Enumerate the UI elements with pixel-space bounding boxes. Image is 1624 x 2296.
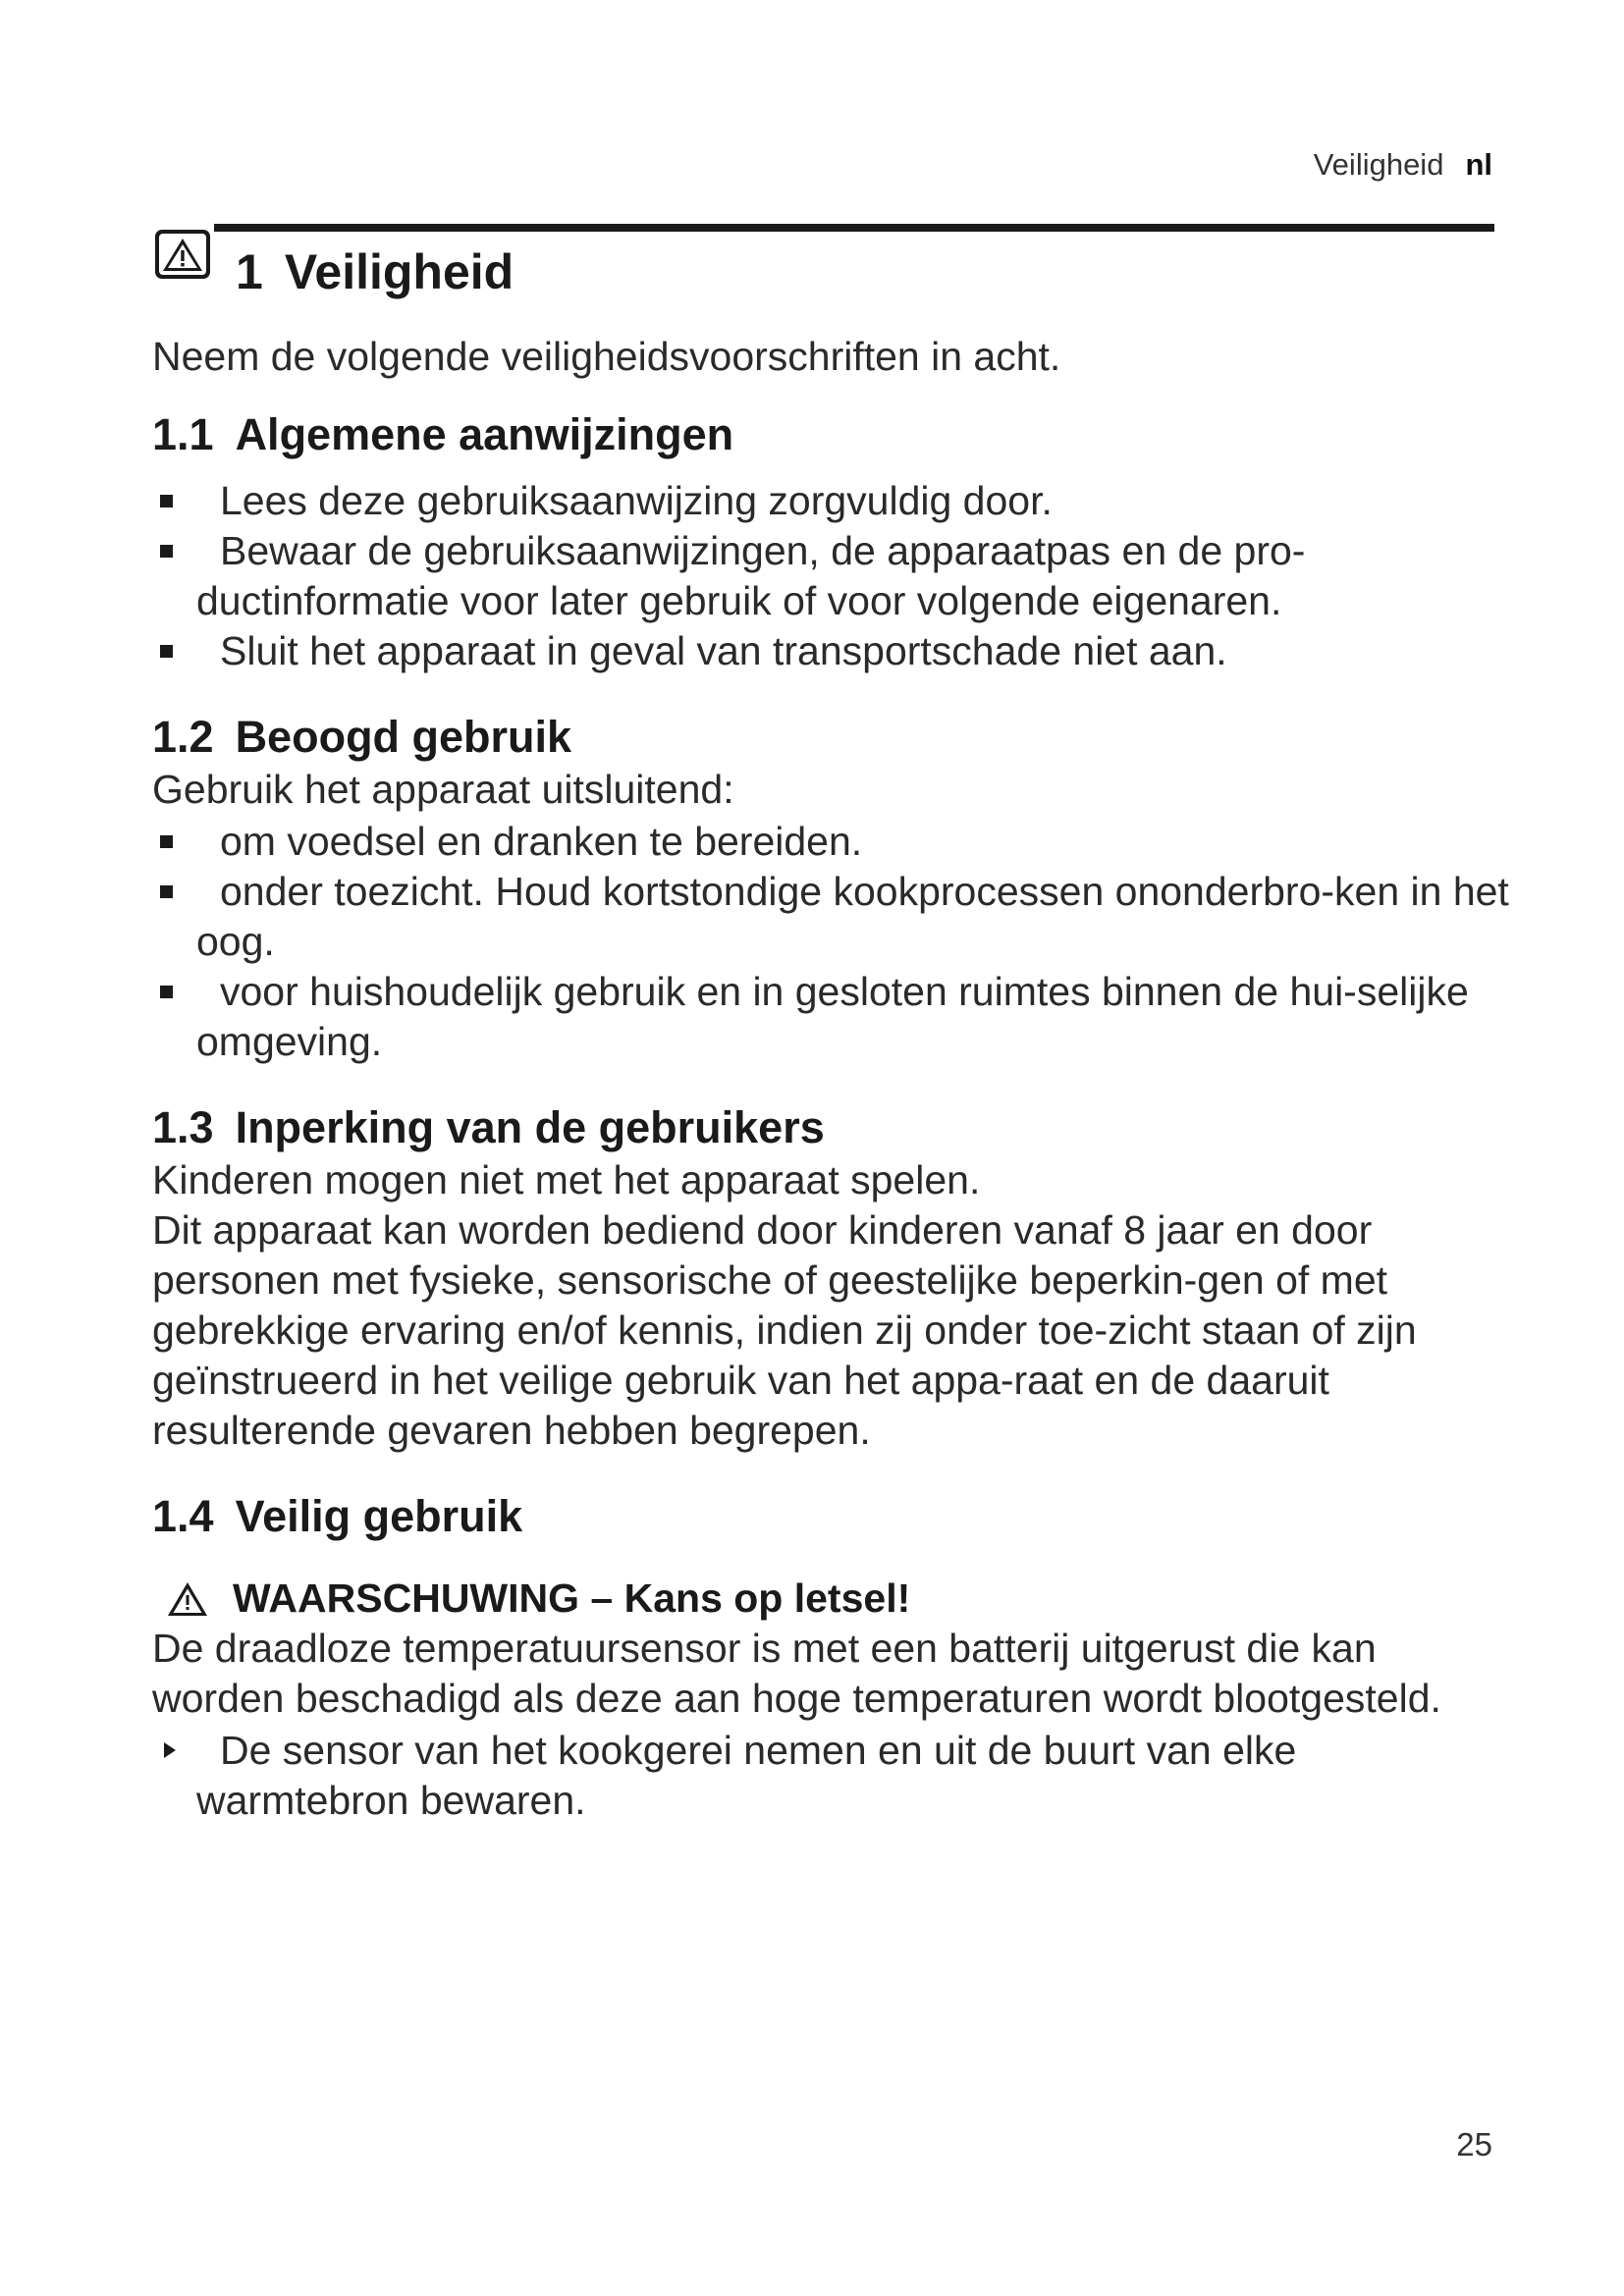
section-heading [152, 1100, 1517, 1155]
list-item-text: onder toezicht. Houd kortstondige kookprocessen ononderbro-ken in het oog. [196, 869, 1509, 964]
step-text: De sensor van het kookgerei nemen en uit de buurt van elke warmtebron bewaren. [196, 1728, 1297, 1823]
list-item-text: voor huishoudelijk gebruik en in gesloten ruimtes binnen de hui-selijke omgeving. [196, 969, 1469, 1064]
section-heading [152, 1489, 1517, 1544]
list-item [152, 817, 1517, 867]
list-item-text: Sluit het apparaat in geval van transportschade niet aan. [220, 628, 1227, 673]
warning-triangle-box-icon [153, 228, 212, 281]
chapter-number: 1 [236, 244, 263, 299]
section-number: 1.4 [152, 1491, 214, 1541]
list-item [152, 867, 1517, 967]
paragraph: Kinderen mogen niet met het apparaat spelen. [152, 1157, 981, 1202]
list-item-text: om voedsel en dranken te bereiden. [220, 819, 863, 864]
section-title: Algemene aanwijzingen [235, 409, 734, 459]
step-list [152, 1726, 1517, 1826]
section-lead: Gebruik het apparaat uitsluitend: [152, 767, 734, 812]
list-item [152, 476, 1517, 526]
list-item [152, 626, 1517, 676]
section-title: Veilig gebruik [235, 1491, 523, 1541]
paragraph: Dit apparaat kan worden bediend door kinderen vanaf 8 jaar en door personen met fysieke, sensorische of geestelijke beperkin-gen of met gebrekkige ervaring en/of kennis, indien zij onder toe-zicht staan of zijn geïnstrueerd in het veilige gebruik van het appa-raat en de daaruit resulterende gevaren hebben begrepen. [152, 1207, 1417, 1453]
section-heading [152, 407, 1517, 462]
section-intended-use [152, 710, 1517, 1067]
running-header-section: Veiligheid [1313, 147, 1444, 182]
list-item [152, 526, 1517, 626]
list-item-text: Bewaar de gebruiksaanwijzingen, de apparaatpas en de pro-ductinformatie voor later gebruik of voor volgende eigenaren. [196, 528, 1306, 623]
section-title: Inperking van de gebruikers [235, 1102, 825, 1152]
title-rule [214, 224, 1494, 232]
section-heading [152, 710, 1517, 765]
page-content [152, 332, 1517, 1826]
warning-title [152, 1574, 1517, 1624]
section-user-restrictions [152, 1100, 1517, 1456]
bullet-list [152, 476, 1517, 676]
chapter-title-text: Veiligheid [284, 244, 514, 299]
list-item-text: Lees deze gebruiksaanwijzing zorgvuldig door. [220, 478, 1053, 523]
section-number: 1.2 [152, 712, 214, 762]
warning-triangle-icon [166, 1580, 209, 1618]
section-number: 1.3 [152, 1102, 214, 1152]
page-number: 25 [1456, 2126, 1492, 2163]
list-item [152, 1726, 1517, 1826]
bullet-list [152, 817, 1517, 1067]
section-general-instructions [152, 407, 1517, 676]
chapter-title [236, 243, 514, 300]
chapter-intro: Neem de volgende veiligheidsvoorschriften in acht. [152, 334, 1061, 379]
warning-title-text: WAARSCHUWING – Kans op letsel! [233, 1575, 911, 1621]
section-title: Beoogd gebruik [235, 712, 572, 762]
section-safe-use [152, 1489, 1517, 1826]
warning-text: De draadloze temperatuursensor is met een batterij uitgerust die kan worden beschadigd als deze aan hoge temperaturen wordt blootgesteld. [152, 1626, 1441, 1721]
running-header [1314, 147, 1492, 183]
list-item [152, 967, 1517, 1067]
section-number: 1.1 [152, 409, 214, 459]
running-header-language: nl [1465, 147, 1492, 182]
